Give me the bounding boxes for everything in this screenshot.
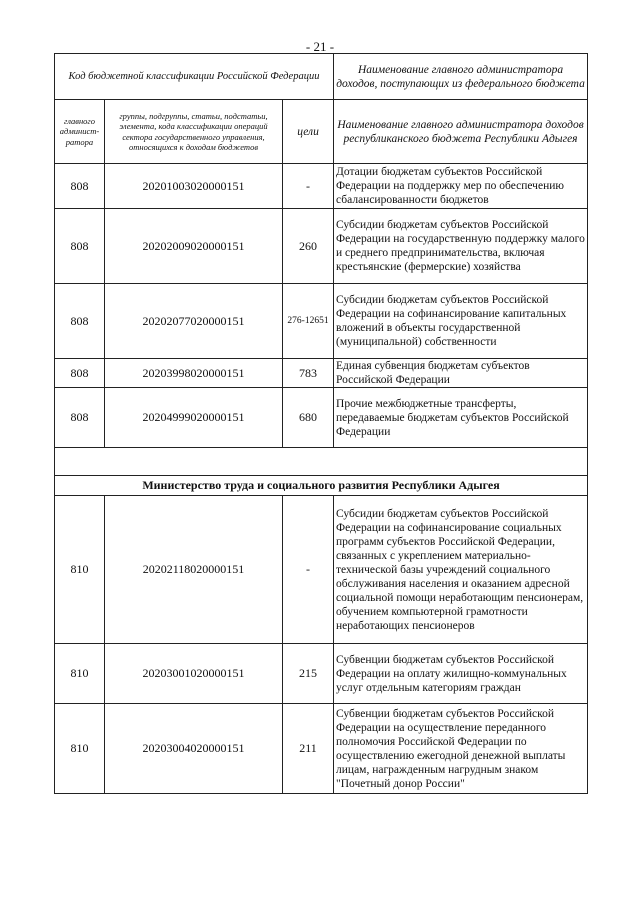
revenue-name: Прочие межбюджетные трансферты, передаваемые бюджетам субъектов Российской Федерации (334, 388, 588, 448)
classification-code: 20201003020000151 (105, 164, 283, 209)
section-title: Министерство труда и социального развития Республики Адыгея (55, 476, 588, 496)
goal-code: 276-12651 (283, 284, 334, 359)
section-heading-row (55, 476, 588, 496)
header-name-federal: Наименование главного администратора доходов, поступающих из федерального бюджета (334, 54, 588, 100)
admin-code: 810 (55, 704, 105, 794)
revenue-name: Субсидии бюджетам субъектов Российской Федерации на софинансирование капитальных вложений в объекты государственной (муниципальной) собственности (334, 284, 588, 359)
table-row (55, 644, 588, 704)
admin-code: 808 (55, 284, 105, 359)
revenue-name: Субвенции бюджетам субъектов Российской Федерации на осуществление переданного полномочия Российской Федерации по осуществлению ежегодной денежной выплаты лицам, награжденным нагрудным знаком "Почетный донор России" (334, 704, 588, 794)
classification-code: 20204999020000151 (105, 388, 283, 448)
table-row (55, 164, 588, 209)
classification-code: 20203004020000151 (105, 704, 283, 794)
revenue-name: Дотации бюджетам субъектов Российской Федерации на поддержку мер по обеспечению сбалансированности бюджетов (334, 164, 588, 209)
classification-code: 20203001020000151 (105, 644, 283, 704)
header-groups: группы, подгруппы, статьи, подстатьи, элемента, кода классификации операций сектора государственного управления, относящихся к доходам бюджетов (105, 100, 283, 164)
table-row (55, 359, 588, 388)
goal-code: - (283, 496, 334, 644)
admin-code: 810 (55, 496, 105, 644)
revenue-name: Субвенции бюджетам субъектов Российской Федерации на оплату жилищно-коммунальных услуг отдельным категориям граждан (334, 644, 588, 704)
table-row-empty (55, 448, 588, 476)
empty-cell (55, 448, 588, 476)
header-row-top (55, 54, 588, 100)
classification-code: 20202118020000151 (105, 496, 283, 644)
header-row-sub (55, 100, 588, 164)
page-number: - 21 - (305, 39, 335, 54)
classification-code: 20202009020000151 (105, 209, 283, 284)
header-admin: главного админист-ратора (55, 100, 105, 164)
goal-code: 215 (283, 644, 334, 704)
goal-code: 680 (283, 388, 334, 448)
table-row (55, 388, 588, 448)
header-code-group: Код бюджетной классификации Российской Федерации (55, 54, 334, 100)
table-row (55, 496, 588, 644)
budget-table (54, 53, 588, 794)
table-row (55, 284, 588, 359)
admin-code: 808 (55, 164, 105, 209)
goal-code: 211 (283, 704, 334, 794)
goal-code: - (283, 164, 334, 209)
revenue-name: Единая субвенция бюджетам субъектов Российской Федерации (334, 359, 588, 388)
goal-code: 783 (283, 359, 334, 388)
table-row (55, 704, 588, 794)
admin-code: 808 (55, 388, 105, 448)
header-goal: цели (283, 100, 334, 164)
goal-code: 260 (283, 209, 334, 284)
revenue-name: Субсидии бюджетам субъектов Российской Федерации на государственную поддержку малого и среднего предпринимательства, включая крестьянские (фермерские) хозяйства (334, 209, 588, 284)
admin-code: 808 (55, 359, 105, 388)
classification-code: 20202077020000151 (105, 284, 283, 359)
header-name-republic: Наименование главного администратора доходов республиканского бюджета Республики Адыгея (334, 100, 588, 164)
admin-code: 810 (55, 644, 105, 704)
classification-code: 20203998020000151 (105, 359, 283, 388)
revenue-name: Субсидии бюджетам субъектов Российской Федерации на софинансирование социальных программ субъектов Российской Федерации, связанных с укреплением материально-технической базы учреждений социального обслуживания населения и оказанием адресной социальной помощи неработающим пенсионерам, обучением компьютерной грамотности неработающих пенсионеров (334, 496, 588, 644)
admin-code: 808 (55, 209, 105, 284)
table-row (55, 209, 588, 284)
